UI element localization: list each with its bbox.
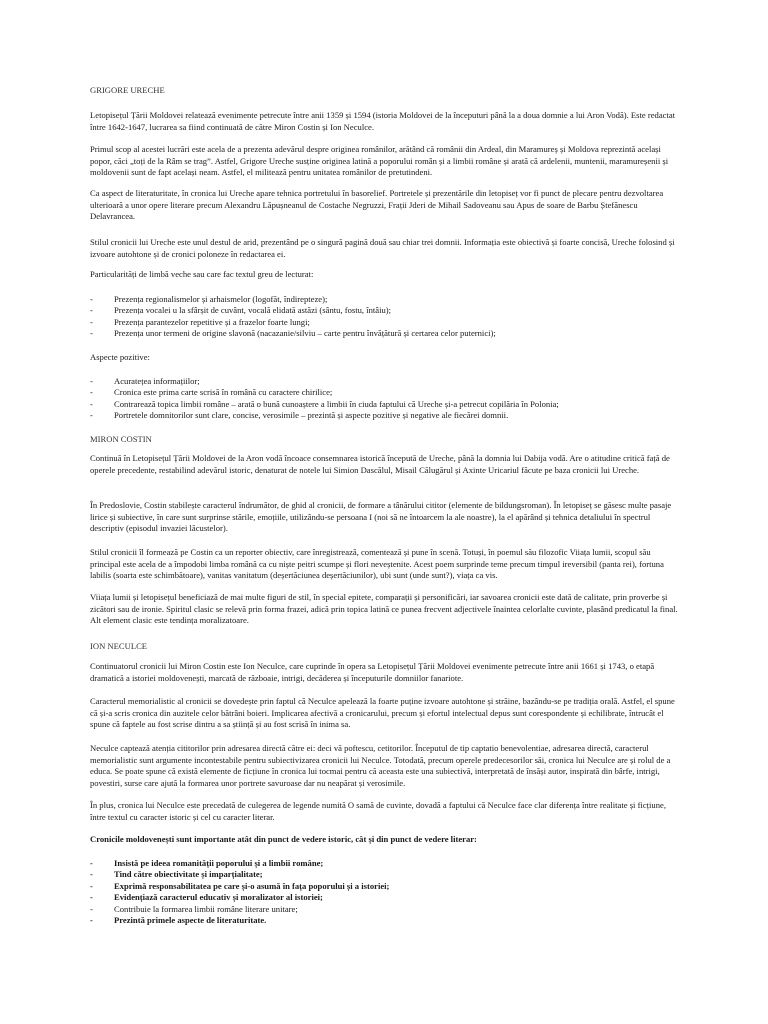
ureche-paragraph-3: Ca aspect de literaturitate, în cronica lui Ureche apare tehnica portretului în basorelief. Portretele și prezentările din letopiseț vor fi punct de plecare pentru dezvoltarea ulterioară a unor opere literare precum Alexandru Lăpușneanul de Costache Negruzzi, Frații Jderi de Mihail Sadoveanu sau Apus de soare de Barbu Ștefănescu Delavrancea. (90, 188, 664, 222)
ureche-positive-list (90, 376, 682, 422)
list-item: - Prezența vocalei u la sfârșit de cuvânt, vocală elidată astăzi (sântu, fostu, întâiu); (90, 305, 682, 316)
list-item: - Tind către obiectivitate și imparțialitate; (90, 869, 682, 880)
ureche-paragraph-5: Particularități de limbă veche sau care fac textul greu de lecturat: (90, 269, 314, 279)
heading-miron-costin: MIRON COSTIN (90, 434, 152, 444)
neculce-paragraph-3: Neculce captează atenția cititorilor prin adresarea directă către ei: deci vă poftescu, cetitorilor. Începutul de tip captatio benevolentiae, adresarea directă, caracterul memorialistic sunt argumente incontestabile pentru subiectivizarea cronicii lui Neculce. Totodată, precum operele predecesorilor săi, cronica lui Neculce are și rolul de a educa. Se poate spune că există elemente de ficțiune în cronica lui tocmai pentru că aceasta este una subiectivă, interpretată de însăși autor, inspirată din bârfe, intrigi, povestiri, surse care ajută la formarea unor portrete savuroase dar nu neapărat și verosimile. (90, 743, 671, 788)
costin-paragraph-2: În Predoslovie, Costin stabilește caracterul îndrumător, de ghid al cronicii, de formare a tânărului cititor (elemente de bildungsroman). În letopiseț se găsesc multe pasaje lirice și subiective, în care sunt surprinse stările, emoțiile, utilizându-se persoana I (noi să ne întoarcem la ale noastre), la el apărând și tehnica detaliului în spectrul descriptiv (episodul invaziei lăcustelor). (90, 500, 672, 534)
costin-paragraph-3: Stilul cronicii îl formează pe Costin ca un reporter obiectiv, care înregistrează, comentează și pune în scenă. Totuși, în poemul său filozofic Viiața lumii, scopul său principal este acela de a împodobi limba română ca cu niște peitri scumpe și flori neveștenite. Acest poem surprinde teme precum timpul ireversibil (panta rei), fortuna labilis (soarta este schimbătoare), vanitas vanitatum (deșertăciunea deșertăciunilor), ubi sunt (unde sunt?), viața ca vis. (90, 547, 664, 581)
list-item: - Insistă pe ideea romanității poporului și a limbii române; (90, 858, 682, 869)
list-item: - Contribuie la formarea limbii române literare unitare; (90, 904, 682, 915)
ureche-paragraph-1: Letopisețul Țării Moldovei relatează evenimente petrecute între anii 1359 și 1594 (istoria Moldovei de la începuturi până la a doua domnie a lui Aron Vodă). Este redactat între 1642-1647, lucrarea sa fiind continuată de către Miron Costin și Ion Neculce. (90, 110, 676, 132)
list-item: - Exprimă responsabilitatea pe care și-o asumă în fața poporului și a istoriei; (90, 881, 682, 892)
heading-grigore-ureche: GRIGORE URECHE (90, 85, 165, 95)
costin-paragraph-1: Continuă în Letopisețul Țării Moldovei de la Aron vodă încoace consemnarea istorică începută de Ureche, până la domnia lui Dabija vodă. Are o atitudine critică față de operele precedente, restabilind adevărul istoric, denaturat de notele lui Simion Dascălul, Misail Călugărul și Axinte Uricariul făcute pe baza cronicii lui Ureche. (90, 453, 670, 475)
neculce-paragraph-5: Cronicile moldovenești sunt importante atât din punct de vedere istoric, cât și din punct de vedere literar: (90, 834, 477, 844)
list-item: - Prezența parantezelor repetitive și a frazelor foarte lungi; (90, 317, 682, 328)
list-item: - Prezența regionalismelor și arhaismelor (logofăt, îndirepteze); (90, 294, 682, 305)
neculce-paragraph-4: În plus, cronica lui Neculce este precedată de culegerea de legende numită O samă de cuvinte, dovadă a faptului că Neculce face clar diferența între realitate și ficțiune, între textul cu caracter istoric și cel cu caracter literar. (90, 800, 666, 822)
list-item: - Acuratețea informațiilor; (90, 376, 682, 387)
ureche-paragraph-2: Primul scop al acestei lucrări este acela de a prezenta adevărul despre originea românilor, arătând că românii din Ardeal, din Maramureș și Moldova reprezintă același popor, căci „toți de la Râm se trag”. Astfel, Grigore Ureche susține originea latină a poporului român și a limbii române și arată că ardelenii, muntenii, maramureșenii și moldovenii sunt de fapt același neam. Astfel, el militează pentru unitatea românilor de pretutindeni. (90, 144, 669, 178)
neculce-importance-list (90, 858, 682, 926)
neculce-paragraph-1: Continuatorul cronicii lui Miron Costin este Ion Neculce, care cuprinde în opera sa Letopisețul Țării Moldovei evenimente petrecute între anii 1661 și 1743, o etapă dramatică a istoriei moldovenești, marcată de războaie, intrigi, decăderea și începuturile domniilor fanariote. (90, 661, 655, 683)
ureche-paragraph-4: Stilul cronicii lui Ureche este unul destul de arid, prezentând pe o singură pagină două sau chiar trei domnii. Informația este obiectivă și foarte concisă, Ureche folosind și izvoare autohtone și de cronici poloneze în redactarea ei. (90, 237, 675, 259)
list-item: - Contrarează topica limbii române – arată o bună cunoaștere a limbii în ciuda faptului că Ureche și-a petrecut copilăria în Polonia; (90, 399, 682, 410)
list-item: - Cronica este prima carte scrisă în română cu caractere chirilice; (90, 387, 682, 398)
heading-ion-neculce: ION NECULCE (90, 641, 148, 651)
list-item: - Evidențiază caracterul educativ și moralizator al istoriei; (90, 892, 682, 903)
list-item: - Prezintă primele aspecte de literaturitate. (90, 915, 682, 926)
ureche-language-list (90, 294, 682, 340)
costin-paragraph-4: Viiața lumii și letopisețul beneficiază de mai multe figuri de stil, în special epitete, comparații și personificări, iar savoarea cronicii este dată de calitate, prin proverbe și zicători sau de ironie. Spiritul clasic se relevă prin forma frazei, adică prin topica latină ce punea frecvent adjectivele înaintea celorlalte cuvinte, plasând predicatul la final. Alt element clasic este tendința moralizatoare. (90, 592, 678, 626)
neculce-paragraph-2: Caracterul memorialistic al cronicii se dovedește prin faptul că Neculce apelează la foarte puține izvoare autohtone și străine, bazându-se pe tradiția orală. Astfel, el spune că și-a scris cronica din auzitele celor bătrâni boieri. Implicarea afectivă a cronicarului, precum și efortul intelectual depus sunt corespondente și echilibrate, întrucât el spune că faptele au fost scrise dintru a sa știință și au fost scrisă în inima sa. (90, 696, 675, 730)
list-item: - Portretele domnitorilor sunt clare, concise, verosimile – prezintă și aspecte pozitive și negative ale fiecărei domnii. (90, 410, 682, 421)
ureche-paragraph-6: Aspecte pozitive: (90, 352, 150, 362)
list-item: - Prezența unor termeni de origine slavonă (nacazanie/silviu – carte pentru învățătură și certarea celor puternici); (90, 328, 682, 339)
